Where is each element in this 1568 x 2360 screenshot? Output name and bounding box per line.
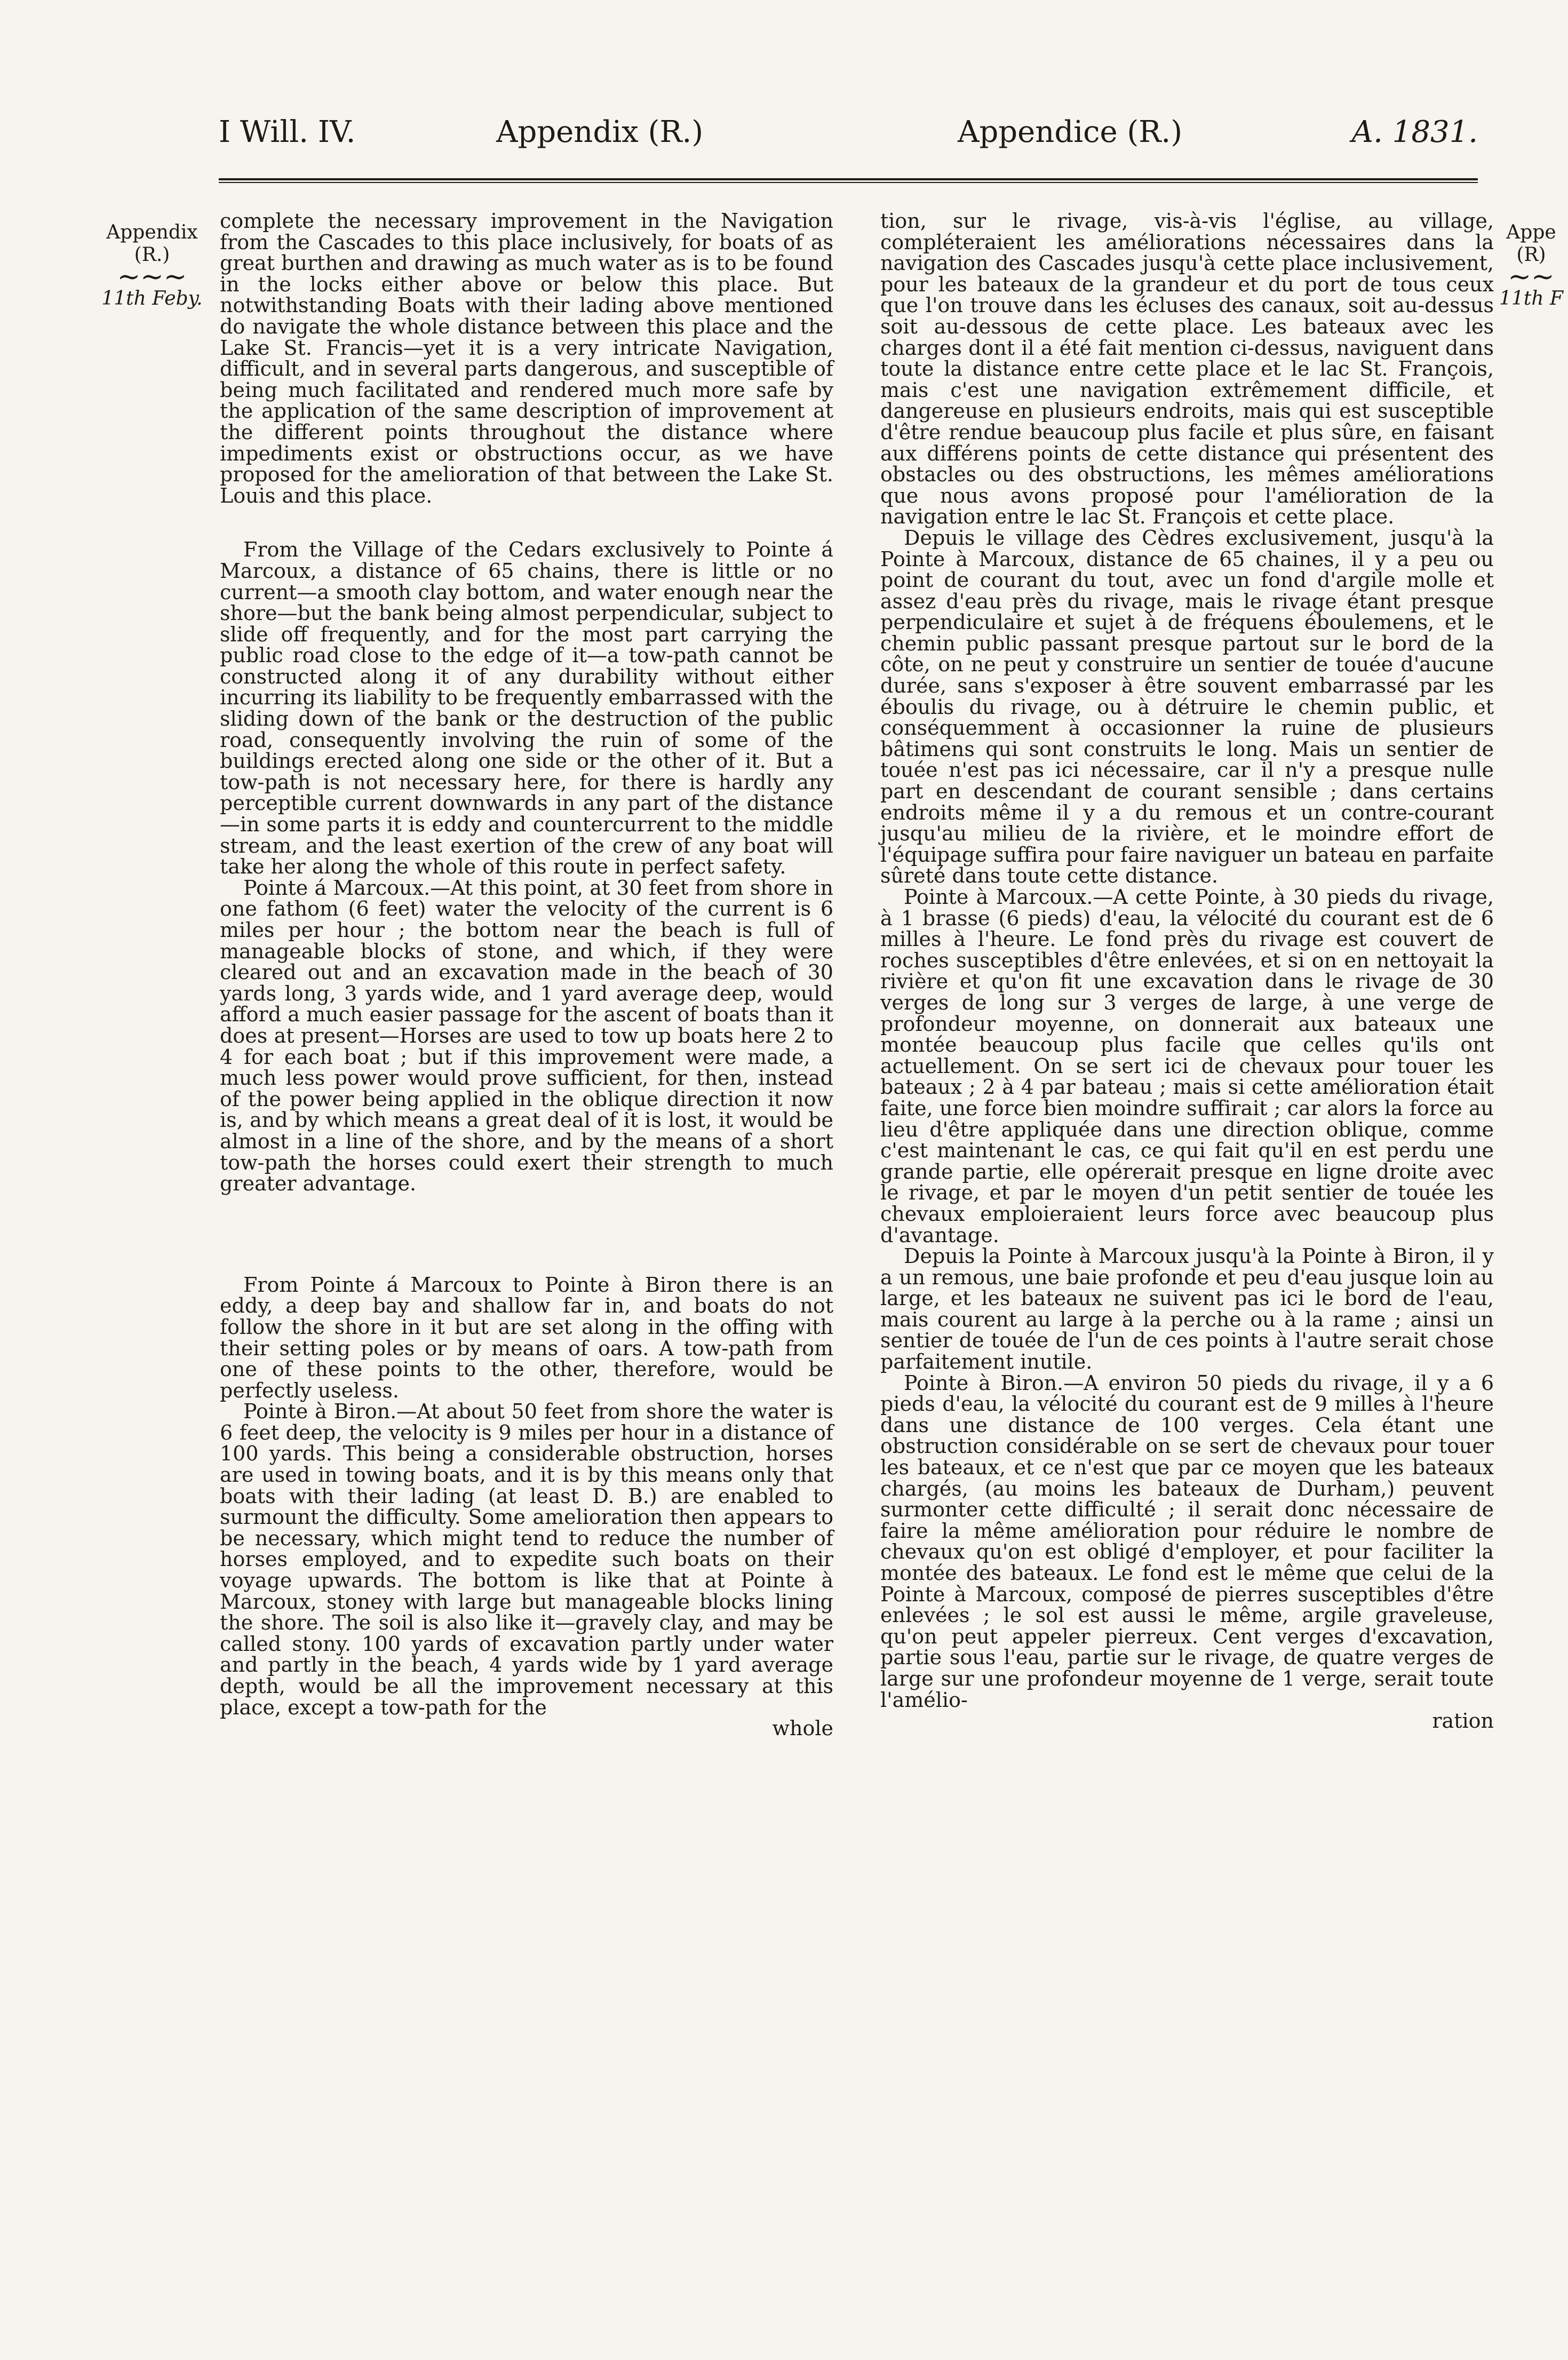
en-catchword: whole <box>772 1717 833 1741</box>
en-paragraph-2: From the Village of the Cedars exclusively to Pointe á Marcoux, a distance of 65 chains, there is little or no current—a smooth clay bottom, and water enough near the shore—but the bank being almost perpendicular, subject to slide off frequently, and for the most part carrying the public road close to the edge of it—a tow-path cannot be constructed along it of any durability without either incurring its liability to be frequently embarrassed with the sliding down of the bank or the destruction of the public road, consequently involving the ruin of some of the buildings erected along one side or the other of it. But a tow-path is not necessary here, for there is hardly any perceptible current downwards in any part of the distance—in some parts it is eddy and countercurrent to the middle stream, and the least exertion of the crew of any boat will take her along the whole of this route in perfect safety. <box>220 538 833 879</box>
header-appendix-fr: Appendice (R.) <box>958 115 1183 149</box>
margin-note-left <box>91 221 213 310</box>
running-header <box>219 115 1478 157</box>
header-year: A. 1831. <box>1351 115 1478 149</box>
ornament-icon-right: ~~ <box>1508 261 1555 293</box>
header-volume: I Will. IV. <box>219 115 356 149</box>
header-rule <box>219 178 1478 180</box>
french-column <box>880 211 1494 1732</box>
fr-paragraph-2: Depuis le village des Cèdres exclusivement, jusqu'à la Pointe à Marcoux, distance de 65 chaines, il y a peu ou point de courant du tout, avec un fond d'argile molle et assez d'eau près du rivage, mais le rivage étant presque perpendiculaire et sujet à de fréquens éboulemens, et le chemin public passant presque partout sur le bord de la côte, on ne peut y construire un sentier de touée d'aucune durée, sans s'exposer à être souvent embarrassé par les éboulis du rivage, ou à détruire le chemin public, et conséquemment à occasionner la ruine de plusieurs bâtimens qui sont construits le long. Mais un sentier de touée n'est pas ici nécessaire, car il n'y a presque nulle part en descendant de courant sensible ; dans certains endroits même il y a du remous et un contre-courant jusqu'au milieu de la rivière, et le moindre effort de l'équipage suffira pour faire naviguer un bateau en parfaite sûreté dans toute cette distance. <box>880 526 1494 888</box>
margin-note-right <box>1494 221 1568 310</box>
margin-appendix-label-cut: Appe <box>1506 221 1556 243</box>
fr-catchword: ration <box>1432 1709 1494 1733</box>
margin-appendix-label: Appendix <box>106 221 198 243</box>
en-paragraph-3: Pointe á Marcoux.—At this point, at 30 feet from shore in one fathom (6 feet) water the velocity of the current is 6 miles per hour ; the bottom near the beach is full of manageable blocks of stone, and which, if they were cleared out and an excavation made in the beach of 30 yards long, 3 yards wide, and 1 yard average deep, would afford a much easier passage for the ascent of boats than it does at present—Horses are used to tow up boats here 2 to 4 for each boat ; but if this improvement were made, a much less power would prove sufficient, for then, instead of the power being applied in the oblique direction it now is, and by which means a great deal of it is lost, it would be almost in a line of the shore, and by the means of a short tow-path the horses could exert their strength to much greater advantage. <box>220 876 833 1196</box>
margin-appendix-letter: (R.) <box>134 244 170 266</box>
fr-paragraph-4: Depuis la Pointe à Marcoux jusqu'à la Pointe à Biron, il y a un remous, une baie profonde et peu d'eau jusque loin au large, et les bateaux ne suivent pas ici le bord de l'eau, mais courent au large à la perche ou à la rame ; ainsi un sentier de touée de l'un de ces points à l'autre serait chose parfaitement inutile. <box>880 1244 1494 1374</box>
fr-paragraph-3: Pointe à Marcoux.—A cette Pointe, à 30 pieds du rivage, à 1 brasse (6 pieds) d'eau, la vélocité du courant est de 6 milles à l'heure. Le fond près du rivage est couvert de roches susceptibles d'être enlevées, et si on en nettoyait la rivière et qu'on fit une excavation dans le rivage de 30 verges de long sur 3 verges de large, à une verge de profondeur moyenne, on donnerait aux bateaux une montée beaucoup plus facile que celles qu'ils ont actuellement. On se sert ici de chevaux pour touer les bateaux ; 2 à 4 par bateau ; mais si cette amélioration était faite, une force bien moindre suffirait ; car alors la force au lieu d'être appliquée dans une direction oblique, comme c'est maintenant le cas, ce qui fait qu'il en est perdu une grande partie, elle opérerait presque en ligne droite avec le rivage, et par le moyen d'un petit sentier de touée les chevaux emploieraient leurs force avec beaucoup plus d'avantage. <box>880 885 1494 1247</box>
header-appendix-en: Appendix (R.) <box>496 115 704 149</box>
margin-date-cut: 11th F <box>1499 288 1563 309</box>
margin-date: 11th Feby. <box>101 288 203 309</box>
header-rule-thin <box>219 182 1478 183</box>
fr-paragraph-1: tion, sur le rivage, vis-à-vis l'église, au village, compléteraient les améliorations nécessaires dans la navigation des Cascades jusqu'à cette place inclusivement, pour les bateaux de la grandeur et du port de tous ceux que l'on trouve dans les écluses des canaux, soit au-dessus soit au-dessous de cette place. Les bateaux avec les charges dont il a été fait mention ci-dessus, naviguent dans toute la distance entre cette place et le lac St. François, mais c'est une navigation extrêmement difficile, et dangereuse en plusieurs endroits, mais qui est susceptible d'être rendue beaucoup plus facile et plus sûre, en faisant aux différens points de cette distance qui présentent des obstacles ou des obstructions, les mêmes améliorations que nous avons proposé pour l'amélioration de la navigation entre le lac St. François et cette place. <box>880 209 1494 529</box>
en-paragraph-1: complete the necessary improvement in the Navigation from the Cascades to this place inclusively, for boats of as great burthen and drawing as much water as is to be found in the locks either above or below this place. But notwithstanding Boats with their lading above mentioned do navigate the whole distance between this place and the Lake St. Francis—yet it is a very intricate Navigation, difficult, and in several parts dangerous, and susceptible of being much facilitated and rendered much more safe by the application of the same description of improvement at the different points throughout the distance where impediments exist or obstructions occur, as we have proposed for the amelioration of that between the Lake St. Louis and this place. <box>220 209 833 507</box>
en-paragraph-4: From Pointe á Marcoux to Pointe à Biron there is an eddy, a deep bay and shallow far in, and boats do not follow the shore in it but are set along in the offing with their setting poles or by means of oars. A tow-path from one of these points to the other, therefore, would be perfectly useless. <box>220 1273 833 1402</box>
ornament-icon: ~~~ <box>117 261 187 293</box>
en-paragraph-5: Pointe à Biron.—At about 50 feet from shore the water is 6 feet deep, the velocity is 9 miles per hour in a distance of 100 yards. This being a considerable obstruction, horses are used in towing boats, and it is by this means only that boats with their lading (at least D. B.) are enabled to surmount the difficulty. Some amelioration then appears to be necessary, which might tend to reduce the number of horses employed, and to expedite such boats on their voyage upwards. The bottom is like that at Pointe à Marcoux, stoney with large but manageable blocks lining the shore. The soil is also like it—gravely clay, and may be called stony. 100 yards of excavation partly under water and partly in the beach, 4 yards wide by 1 yard average depth, would be all the improvement necessary at this place, except a tow-path for the <box>220 1400 833 1719</box>
english-column <box>220 211 833 1739</box>
fr-paragraph-5: Pointe à Biron.—A environ 50 pieds du rivage, il y a 6 pieds d'eau, la vélocité du courant est de 9 milles à l'heure dans une distance de 100 verges. Cela étant une obstruction considérable on se sert de chevaux pour touer les bateaux, et ce n'est que par ce moyen que les bateaux chargés, (au moins les bateaux de Durham,) peuvent surmonter cette difficulté ; il serait donc nécessaire de faire la même amélioration pour réduire le nombre de chevaux qu'on est obligé d'employer, et pour faciliter la montée des bateaux. Le fond est le même que celui de la Pointe à Marcoux, composé de pierres susceptibles d'être enlevées ; le sol est aussi le même, argile graveleuse, qu'on peut appeler pierreux. Cent verges d'excavation, partie sous l'eau, partie sur le rivage, de quatre verges de large sur une profondeur moyenne de 1 verge, serait toute l'amélio- <box>880 1371 1494 1712</box>
margin-appendix-letter-cut: (R) <box>1516 244 1546 266</box>
